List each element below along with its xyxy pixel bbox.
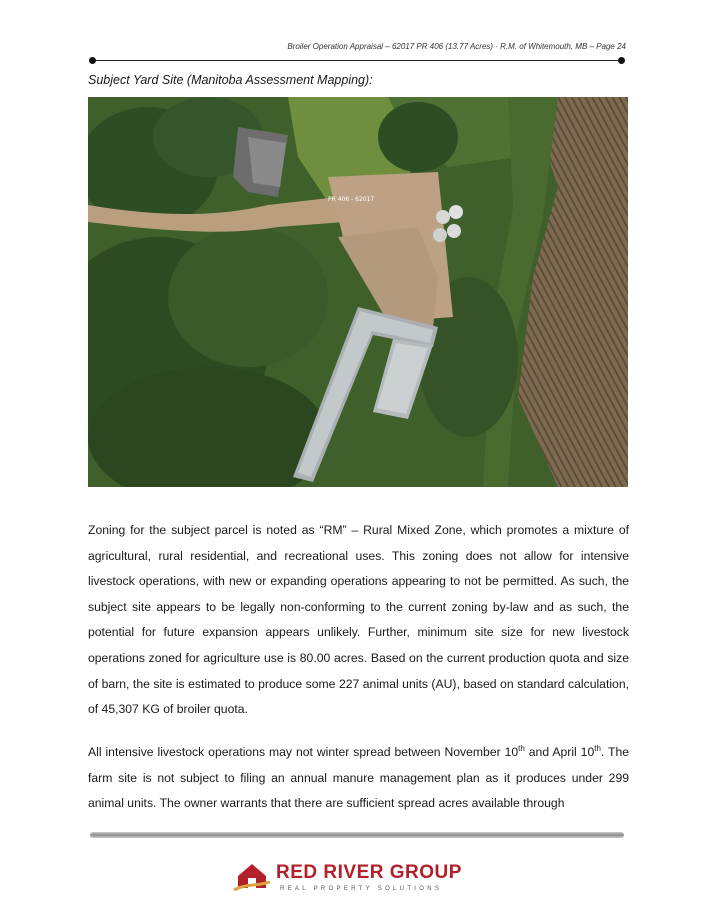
logo-house-icon (232, 858, 272, 894)
company-tagline: REAL PROPERTY SOLUTIONS (280, 886, 443, 892)
paragraph-zoning: Zoning for the subject parcel is noted as “RM” – Rural Mixed Zone, which promotes a mixture of agricultural, rural residential, and recreational uses. This zoning does not allow for intensive livestock operations, with new or expanding operations appearing to not be permitted. As such, the subject site appears to be legally non-conforming to the current zoning by-law and as such, the potential for future expansion appears unlikely. Further, minimum site size for new livestock operations zoned for agriculture use is 80.00 acres. Based on the current production quota and size of barn, the site is estimated to produce some 227 animal units (AU), based on standard calculation, of 45,307 KG of broiler quota. (88, 523, 629, 717)
paragraph-spreading-part1: All intensive livestock operations may not winter spread between November 10 (88, 745, 519, 759)
superscript-th-2: th (594, 743, 601, 753)
superscript-th-1: th (518, 743, 525, 753)
paragraph-spreading-part2: and April 10 (524, 745, 595, 759)
header-rule (92, 60, 622, 61)
header-rule-left-dot (89, 57, 96, 64)
section-subtitle: Subject Yard Site (Manitoba Assessment Mapping): (88, 73, 373, 87)
page-header: Broiler Operation Appraisal – 62017 PR 406 (13.77 Acres) · R.M. of Whitemouth, MB – Page 24 (287, 42, 626, 51)
footer-rule (90, 832, 624, 838)
paragraph-spreading-part3: . The farm site is not subject to filing an annual manure management plan as it produces under 299 animal units. The owner warrants that there are sufficient spread acres available through (88, 745, 630, 811)
aerial-map-image (88, 97, 628, 487)
map-road-label: PR 406 - 62017 (328, 196, 375, 203)
company-logo (232, 858, 472, 898)
header-rule-right-dot (618, 57, 625, 64)
company-name: RED RIVER GROUP (276, 862, 462, 883)
paragraph-spreading (88, 740, 629, 817)
